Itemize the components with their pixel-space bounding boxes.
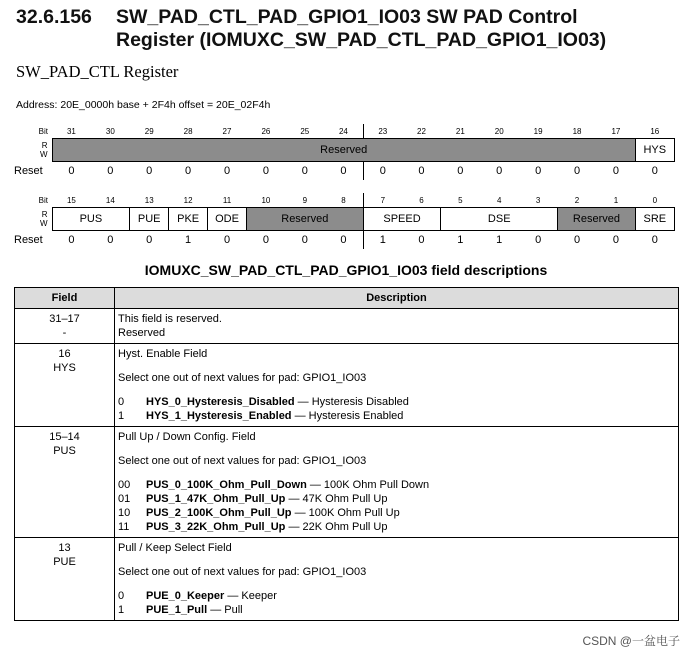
reset-value: 0 [223,234,231,246]
bit-number: 3 [535,195,541,205]
value-option [118,589,675,603]
reset-value: 0 [457,165,464,177]
bit-label: Bit [38,195,48,205]
register-field-pke: PKE [169,208,208,231]
register-field-reserved: Reserved [558,208,636,231]
value-text [146,409,403,423]
description-cell [115,427,679,538]
title-line-1: SW_PAD_CTL_PAD_GPIO1_IO03 SW PAD Control [116,6,578,28]
register-field-reserved: Reserved [52,139,635,162]
bit-number: 16 [650,126,660,136]
register-diagram-upper [14,124,675,180]
bit-number: 12 [183,195,193,205]
value-code: 1 [118,604,125,616]
value-code: 01 [118,493,131,505]
value-desc: — 47K Ohm Pull Up [285,493,388,505]
read-label: R [41,141,48,150]
reset-value: 0 [535,165,542,177]
register-field-reserved: Reserved [246,208,363,231]
reset-value: 1 [496,234,503,246]
rw-label [14,139,52,162]
description-cell [115,538,679,621]
field-name: - [62,327,67,339]
bit-label: Bit [38,126,48,136]
bit-number: 17 [611,126,621,136]
reset-value: 0 [301,165,308,177]
value-desc: — 22K Ohm Pull Up [285,521,388,533]
reset-value: 0 [340,234,347,246]
value-option [118,492,675,506]
value-option [118,409,675,423]
value-code: 0 [118,590,125,602]
field-bits: 31–17 [49,313,80,325]
value-text [146,478,429,492]
value-text [146,589,277,603]
reset-value: 0 [301,234,308,246]
value-text [146,395,409,409]
description-line: Pull Up / Down Config. Field [118,431,256,443]
register-diagram-lower [14,193,675,249]
value-text [146,506,400,520]
reset-value: 0 [340,165,347,177]
upper-reset-row [14,162,674,181]
register-subtitle: SW_PAD_CTL Register [16,62,179,81]
reset-value: 0 [262,165,269,177]
register-field-dse: DSE [441,208,558,231]
write-label: W [39,150,48,159]
value-option [118,603,675,617]
reset-value: 0 [262,234,269,246]
field-bits: 15–14 [49,431,80,443]
value-name: PUS_1_47K_Ohm_Pull_Up [146,493,286,505]
bit-number: 21 [455,126,465,136]
table-row [15,427,679,538]
value-desc: — Keeper [224,590,277,602]
table-row [15,309,679,344]
bit-number: 25 [300,126,310,136]
register-field-sre: SRE [635,208,674,231]
bit-number: 30 [105,126,115,136]
reset-value: 0 [535,234,542,246]
field-bits: 13 [58,542,71,554]
bit-number: 31 [66,126,76,136]
value-name: PUE_0_Keeper [146,590,225,602]
bit-number: 7 [363,193,402,208]
upper-bit-row [14,124,674,139]
value-text [146,492,387,506]
field-name: HYS [53,362,76,374]
bit-number: 18 [572,126,582,136]
reset-value: 0 [68,165,75,177]
field-cell [15,344,115,427]
field-name: PUE [53,556,76,568]
register-field-pus: PUS [52,208,130,231]
bit-number: 5 [458,195,463,205]
value-code: 0 [118,396,125,408]
reset-value: 0 [496,165,503,177]
bit-number: 26 [261,126,271,136]
reset-value: 0 [612,165,619,177]
value-desc: — 100K Ohm Pull Up [291,507,400,519]
table-row [15,538,679,621]
value-text [146,603,243,617]
description-intro: Select one out of next values for pad: GPIO1_IO03 [118,372,367,384]
reset-value: 0 [107,234,114,246]
reset-value: 0 [223,165,231,177]
value-option [118,395,675,409]
bit-number: 2 [574,195,580,205]
field-cell [15,309,115,344]
register-field-hys: HYS [635,139,674,162]
bit-number: 11 [222,195,232,205]
register-address: Address: 20E_0000h base + 2F4h offset = 20E_02F4h [16,99,271,111]
watermark: CSDN @一盆电子 [582,634,680,648]
bit-number: 28 [183,126,193,136]
lower-field-row [14,208,674,231]
bit-number: 10 [261,195,271,205]
reset-label: Reset [14,164,43,177]
reset-value: 1 [457,234,464,246]
table-row [15,344,679,427]
field-name: PUS [53,445,76,457]
value-desc: — Hysteresis Enabled [291,410,404,422]
field-descriptions-title: IOMUXC_SW_PAD_CTL_PAD_GPIO1_IO03 field descriptions [144,262,548,278]
reset-value: 1 [363,231,402,250]
description-line: Pull / Keep Select Field [118,542,232,554]
read-label: R [41,210,48,219]
description-cell [115,309,679,344]
lower-reset-row [14,231,674,250]
reset-value: 0 [68,234,75,246]
description-line: This field is reserved. [118,313,222,325]
bit-number: 14 [105,195,115,205]
value-name: PUS_2_100K_Ohm_Pull_Up [146,507,292,519]
bit-number: 15 [66,195,76,205]
value-desc: — Hysteresis Disabled [294,396,409,408]
description-intro: Select one out of next values for pad: GPIO1_IO03 [118,455,367,467]
reset-label: Reset [14,233,43,246]
description-cell [115,344,679,427]
value-desc: — Pull [207,604,243,616]
reset-value: 0 [573,234,581,246]
bit-number: 9 [302,195,308,205]
value-name: PUE_1_Pull [146,604,208,616]
reset-value: 0 [107,165,114,177]
value-desc: — 100K Ohm Pull Down [306,479,430,491]
value-code: 10 [118,507,131,519]
reset-value: 0 [185,165,192,177]
reset-value: 0 [651,234,658,246]
value-code: 11 [118,521,130,533]
value-name: PUS_3_22K_Ohm_Pull_Up [146,521,286,533]
page-title [16,6,676,52]
field-cell [15,538,115,621]
register-field-pue: PUE [130,208,169,231]
register-field-ode: ODE [208,208,247,231]
reset-value: 0 [612,234,619,246]
reset-value: 0 [418,234,425,246]
upper-field-row [14,139,674,162]
field-descriptions-table [14,287,679,621]
title-line-2: Register (IOMUXC_SW_PAD_CTL_PAD_GPIO1_IO03) [116,29,607,51]
bit-number: 0 [652,195,658,205]
bit-number: 6 [419,195,424,205]
bit-number: 29 [144,126,154,136]
reset-value: 0 [146,234,153,246]
bit-number: 27 [222,126,232,136]
reset-value: 0 [418,165,425,177]
field-bits: 16 [58,348,71,360]
value-code: 1 [118,410,125,422]
value-option [118,520,675,534]
description-line: Reserved [118,327,166,339]
reset-value: 0 [146,165,153,177]
description-intro: Select one out of next values for pad: GPIO1_IO03 [118,566,367,578]
value-text [146,520,387,534]
field-cell [15,427,115,538]
description-line: Hyst. Enable Field [118,348,208,360]
lower-bit-row [14,193,674,208]
reset-value: 1 [185,234,192,246]
column-header-field: Field [15,288,115,309]
rw-label [14,208,52,231]
section-number: 32.6.156 [16,6,92,28]
bit-number: 4 [497,195,502,205]
reset-value: 0 [363,162,402,181]
write-label: W [39,219,48,228]
reset-value: 0 [573,165,581,177]
value-code: 00 [118,479,131,491]
register-field-speed: SPEED [363,208,441,231]
bit-number: 20 [494,126,504,136]
table-header-row [15,288,679,309]
value-name: HYS_0_Hysteresis_Disabled [146,396,295,408]
bit-number: 22 [417,126,426,136]
value-option [118,478,675,492]
value-name: HYS_1_Hysteresis_Enabled [146,410,292,422]
value-name: PUS_0_100K_Ohm_Pull_Down [146,479,307,491]
bit-number: 19 [533,126,543,136]
bit-number: 24 [338,126,348,136]
column-header-description: Description [115,288,679,309]
bit-number: 23 [363,124,402,139]
bit-number: 8 [341,195,346,205]
value-option [118,506,675,520]
reset-value: 0 [651,165,658,177]
bit-number: 1 [613,195,619,205]
bit-number: 13 [144,195,154,205]
